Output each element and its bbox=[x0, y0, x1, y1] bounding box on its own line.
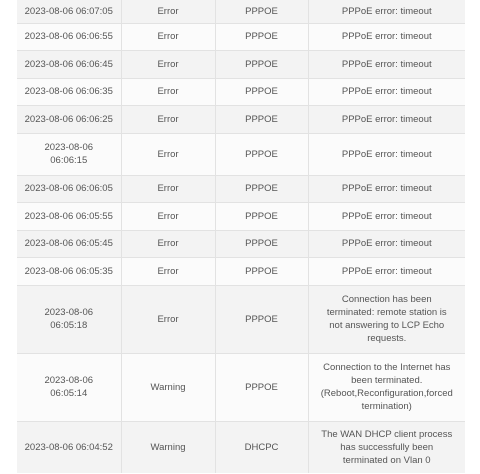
system-log-table bbox=[17, 0, 465, 473]
table-row bbox=[17, 175, 465, 202]
log-message bbox=[308, 285, 465, 353]
table-row bbox=[17, 0, 465, 23]
log-type: PPPOE bbox=[215, 133, 308, 175]
log-time: 2023-08-06 06:05:35 bbox=[17, 257, 121, 285]
log-time bbox=[17, 285, 121, 353]
log-time bbox=[17, 133, 121, 175]
log-type: PPPOE bbox=[215, 175, 308, 202]
log-time-text: 2023-08-06 06:06:15 bbox=[44, 142, 94, 166]
log-time: 2023-08-06 06:06:05 bbox=[17, 175, 121, 202]
log-time: 2023-08-06 06:04:52 bbox=[17, 421, 121, 473]
log-message: PPPoE error: timeout bbox=[308, 78, 465, 105]
log-message: PPPoE error: timeout bbox=[308, 23, 465, 50]
log-level: Warning bbox=[121, 421, 215, 473]
log-level: Error bbox=[121, 50, 215, 78]
log-time-text: 2023-08-06 06:05:18 bbox=[44, 307, 94, 331]
log-type: PPPOE bbox=[215, 202, 308, 230]
table-row bbox=[17, 50, 465, 78]
table-row bbox=[17, 230, 465, 257]
log-message-text: Connection to the Internet has been terminated.(Reboot,Reconfiguration,forced termination) bbox=[320, 362, 453, 412]
table-row bbox=[17, 421, 465, 473]
log-level: Warning bbox=[121, 353, 215, 421]
table-row bbox=[17, 202, 465, 230]
table-row bbox=[17, 23, 465, 50]
log-message-text: Connection has been terminated: remote station is not answering to LCP Echo requests. bbox=[326, 294, 447, 344]
table-row bbox=[17, 133, 465, 175]
table-row bbox=[17, 78, 465, 105]
log-level: Error bbox=[121, 285, 215, 353]
log-time: 2023-08-06 06:05:45 bbox=[17, 230, 121, 257]
table-row bbox=[17, 257, 465, 285]
log-level: Error bbox=[121, 105, 215, 133]
log-level: Error bbox=[121, 0, 215, 23]
log-message: PPPoE error: timeout bbox=[308, 133, 465, 175]
log-type: PPPOE bbox=[215, 78, 308, 105]
log-time: 2023-08-06 06:06:45 bbox=[17, 50, 121, 78]
table-row bbox=[17, 353, 465, 421]
log-message bbox=[308, 353, 465, 421]
log-level: Error bbox=[121, 230, 215, 257]
log-time: 2023-08-06 06:07:05 bbox=[17, 0, 121, 23]
table-row bbox=[17, 105, 465, 133]
log-level: Error bbox=[121, 133, 215, 175]
log-time-text: 2023-08-06 06:05:14 bbox=[44, 375, 94, 399]
table-row bbox=[17, 285, 465, 353]
log-message-text: The WAN DHCP client process has successfully been terminated on Vlan 0 bbox=[321, 428, 453, 466]
log-message: PPPoE error: timeout bbox=[308, 105, 465, 133]
log-level: Error bbox=[121, 23, 215, 50]
log-message: PPPoE error: timeout bbox=[308, 0, 465, 23]
log-level: Error bbox=[121, 257, 215, 285]
log-time: 2023-08-06 06:06:25 bbox=[17, 105, 121, 133]
log-type: PPPOE bbox=[215, 0, 308, 23]
log-time bbox=[17, 353, 121, 421]
log-type: PPPOE bbox=[215, 50, 308, 78]
log-level: Error bbox=[121, 78, 215, 105]
log-level: Error bbox=[121, 202, 215, 230]
log-time: 2023-08-06 06:06:55 bbox=[17, 23, 121, 50]
log-message: PPPoE error: timeout bbox=[308, 202, 465, 230]
log-type: PPPOE bbox=[215, 353, 308, 421]
log-type: PPPOE bbox=[215, 257, 308, 285]
log-time: 2023-08-06 06:05:55 bbox=[17, 202, 121, 230]
log-type: PPPOE bbox=[215, 23, 308, 50]
log-message bbox=[308, 421, 465, 473]
log-message: PPPoE error: timeout bbox=[308, 50, 465, 78]
log-level: Error bbox=[121, 175, 215, 202]
log-type: PPPOE bbox=[215, 230, 308, 257]
log-type: PPPOE bbox=[215, 285, 308, 353]
log-time: 2023-08-06 06:06:35 bbox=[17, 78, 121, 105]
log-message: PPPoE error: timeout bbox=[308, 175, 465, 202]
log-type: PPPOE bbox=[215, 105, 308, 133]
log-message: PPPoE error: timeout bbox=[308, 257, 465, 285]
log-type: DHCPC bbox=[215, 421, 308, 473]
log-message: PPPoE error: timeout bbox=[308, 230, 465, 257]
